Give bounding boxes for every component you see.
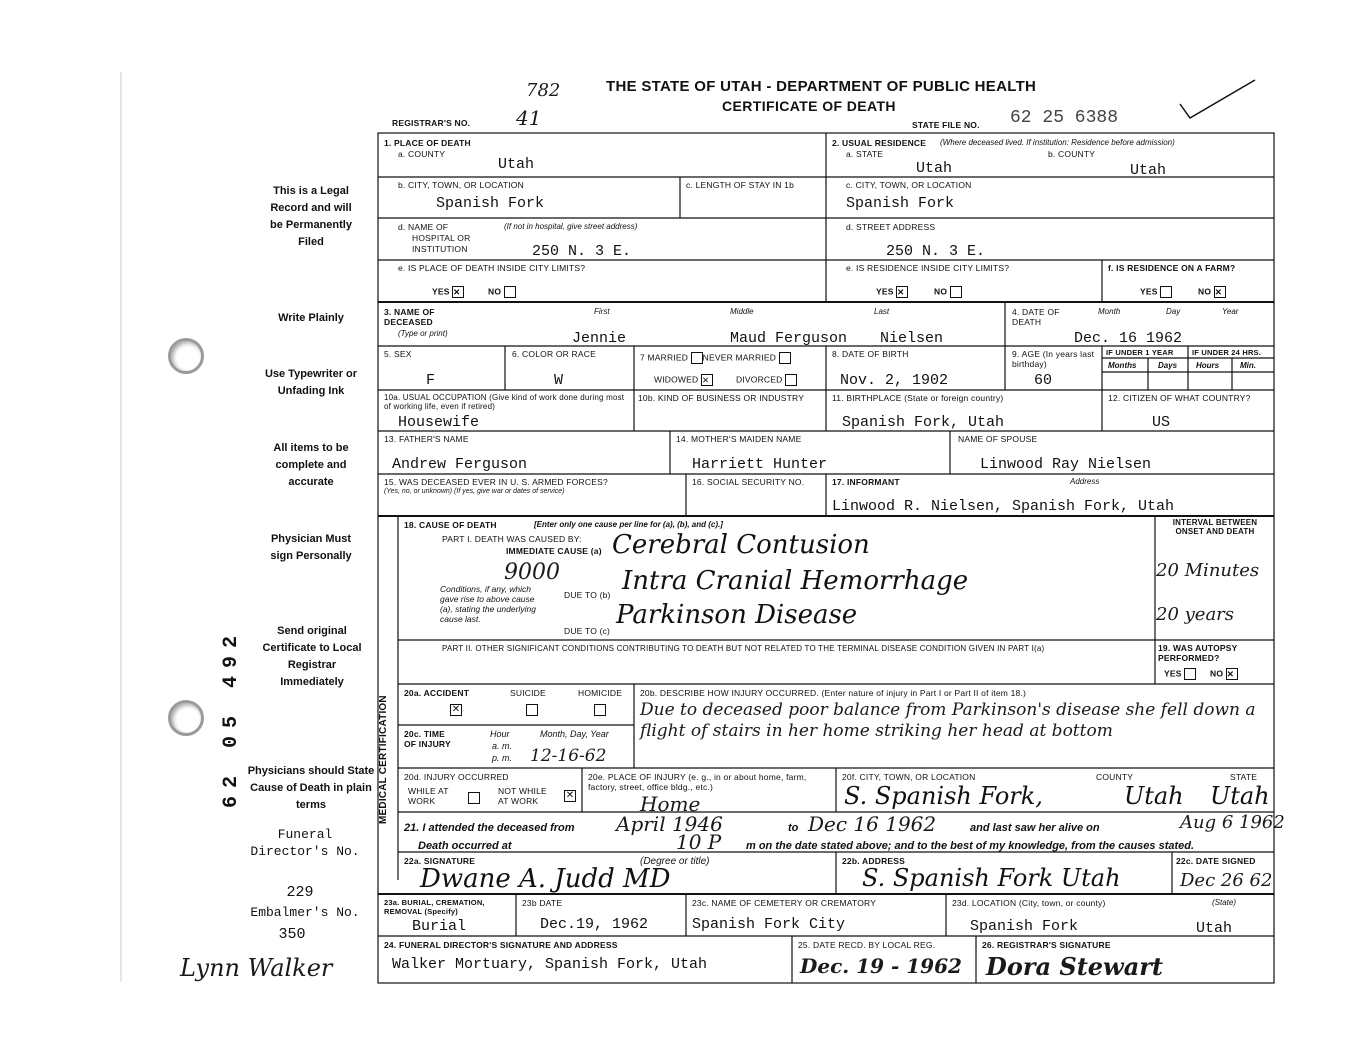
signature-label: 22a. SIGNATURE [404,856,476,866]
autopsy-yes [1164,668,1196,680]
cause-label: 18. CAUSE OF DEATH [404,520,497,530]
yes-checkbox[interactable] [1184,668,1196,680]
occurred-label: 20d. INJURY OCCURRED [404,772,509,782]
conditions-note: Conditions, if any, which gave rise to above cause (a), stating the underlying cause last. [440,584,536,624]
no-label: NO [1210,668,1224,679]
last-label: Last [874,307,890,316]
race-value: W [554,372,564,389]
degree-label: (Degree or title) [640,856,710,867]
place-city: Spanish Fork [436,195,545,212]
age-value: 60 [1034,372,1053,389]
place-injury: Home [640,792,701,816]
occurred-at-label: Death occurred at [418,840,512,852]
recd-date: Dec. 19 - 1962 [800,954,962,978]
farm-label: f. IS RESIDENCE ON A FARM? [1108,263,1236,273]
registrar-number-hand: 782 [526,80,561,101]
sidebar-legal: This is a Legal Record and will be Permanently Filed [270,185,352,248]
injury-city-label: 20f. CITY, TOWN, OR LOCATION [842,772,976,782]
under24-label: IF UNDER 24 HRS. [1192,348,1262,357]
middle-label: Middle [730,307,754,316]
sidebar-physician: Physician Must sign Personally [270,533,352,562]
sex-label: 5. SEX [384,349,412,359]
homicide-label: HOMICIDE [578,688,623,698]
type-note: (Type or print) [398,329,448,338]
sex-value: F [426,372,436,389]
married-checkbox[interactable] [691,352,703,364]
attended-to: Dec 16 1962 [808,812,937,836]
director-label: 24. FUNERAL DIRECTOR'S SIGNATURE AND ADDRESS [384,940,618,950]
not-while-label [498,786,558,806]
vertical-number: 62 05 492 [220,627,243,808]
name-label: 3. NAME OF DECEASED [384,307,435,327]
cemetery-label: 23c. NAME OF CEMETERY OR CREMATORY [692,898,877,908]
business-label: 10b. KIND OF BUSINESS OR INDUSTRY [638,393,805,403]
first-label: First [594,307,610,316]
place-inside-no [488,286,516,298]
spouse-label: NAME OF SPOUSE [958,434,1038,444]
first-name: Jennie [572,330,627,347]
physician-signature: Dwane A. Judd MD [420,864,671,894]
injury-state: Utah [1210,782,1270,810]
informant-label: 17. INFORMANT [832,477,900,487]
immediate-label: IMMEDIATE CAUSE (a) [506,546,602,556]
hospital-label-3: INSTITUTION [412,244,468,254]
res-county-label: b. COUNTY [1048,149,1096,159]
hospital-label: d. NAME OF [398,222,449,232]
informant: Linwood R. Nielsen, Spanish Fork, Utah [832,498,1175,515]
not-while-checkbox[interactable]: ✕ [565,790,575,801]
cause-c: Parkinson Disease [616,600,858,630]
hospital-note: (If not in hospital, give street address) [504,222,638,231]
birth-label: 8. DATE OF BIRTH [832,349,909,359]
not-while-text: NOT WHILE AT WORK [498,786,547,806]
min-label: Min. [1240,361,1256,370]
no-checkbox[interactable]: ✕ [1226,668,1238,680]
widowed-checkbox[interactable]: ✕ [701,374,713,386]
funeral-number: 229 [286,884,314,901]
cause-note: [Enter only one cause per line for (a), (b), and (c).] [534,520,723,529]
widowed-text: WIDOWED [654,374,699,385]
registrar-signature: Dora Stewart [986,952,1163,981]
last-name: Nielsen [880,330,944,347]
sidebar-items: All items to be complete and accurate [273,442,349,488]
while-work-label [408,786,464,806]
no-label: NO [488,286,502,297]
age-label: 9. AGE (In years last birthday) [1012,349,1095,369]
race-label: 6. COLOR OR RACE [512,349,596,359]
birth-date: Nov. 2, 1902 [840,372,949,389]
res-city-label: c. CITY, TOWN, OR LOCATION [846,180,972,190]
medical-certification-label: MEDICAL CERTIFICATION [378,695,389,825]
location-state-label: (State) [1212,898,1237,907]
hour-label: Hour [490,729,510,739]
while-work-text: WHILE AT WORK [408,786,449,806]
am-label: a. m. [492,741,513,751]
funeral-label: Funeral Director's No. [250,827,360,859]
embalmer-label: Embalmer's No. [250,905,360,920]
physician-address: S. Spanish Fork Utah [862,864,1121,892]
while-work-checkbox[interactable] [468,792,480,804]
res-inside-no [934,286,962,298]
no-checkbox[interactable]: ✕ [1214,286,1226,298]
due-b-label: DUE TO (b) [564,590,611,600]
hours-label: Hours [1196,361,1220,370]
residence-label: 2. USUAL RESIDENCE [832,138,927,148]
mother-label: 14. MOTHER'S MAIDEN NAME [676,434,802,444]
place-injury-label: 20e. PLACE OF INJURY (e. g., in or about home, farm, factory, street, office bldg., etc.) [588,772,807,792]
res-state: Utah [916,160,953,177]
stay-label: c. LENGTH OF STAY IN 1b [686,180,795,190]
place-inside-yes [432,286,464,298]
pm-label: p. m. [492,753,513,763]
citizen: US [1152,414,1171,431]
injury-city: S. Spanish Fork, [844,782,1043,810]
res-state-label: a. STATE [846,149,884,159]
funeral-director: Walker Mortuary, Spanish Fork, Utah [392,956,708,973]
location-state: Utah [1196,920,1233,937]
describe-label: 20b. DESCRIBE HOW INJURY OCCURRED. (Enter nature of injury in Part I or Part II of item 18.) [640,688,1027,698]
months-label: Months [1108,361,1137,370]
yes-checkbox[interactable]: ✕ [452,286,464,298]
suicide-label: SUICIDE [510,688,546,698]
injury-date: 12-16-62 [530,746,607,766]
m-on-label: m on the date stated above; and to the best of my knowledge, from the causes stated. [746,840,1195,852]
cemetery: Spanish Fork City [692,916,846,933]
embalmer-number: 350 [278,926,306,943]
last-saw-label: and last saw her alive on [970,822,1100,834]
farm-yes [1140,286,1172,298]
cause-b: Intra Cranial Hemorrhage [622,566,969,596]
citizen-label: 12. CITIZEN OF WHAT COUNTRY? [1108,393,1251,403]
homicide-checkbox[interactable] [594,704,606,716]
divorced-text: DIVORCED [736,374,783,385]
burial-label: 23a. BURIAL, CREMATION, REMOVAL (Specify) [384,898,485,916]
attended-from: April 1946 [616,812,723,836]
sidebar-send: Send original Certificate to Local Registrar Immediately [262,625,362,688]
birthplace-label: 11. BIRTHPLACE (State or foreign country) [832,393,1004,403]
date-signed-label: 22c. DATE SIGNED [1176,856,1256,866]
death-hour: 10 P [676,830,722,854]
armed-note: (Yes, no, or unknown) (If yes, give war or dates of service) [384,488,565,495]
attended-label: 21. I attended the deceased from [404,822,575,834]
res-street: 250 N. 3 E. [886,243,986,260]
married-text: 7 MARRIED [640,352,689,363]
interval-a: 20 Minutes [1156,560,1260,581]
injury-description: Due to deceased poor balance from Parkinson's disease she fell down a flight of stairs in her home striking her head at bottom [640,700,1256,741]
to-label: to [788,822,799,834]
no-label: NO [1198,286,1212,297]
physician-address-label: 22b. ADDRESS [842,856,906,866]
autopsy-label: 19. WAS AUTOPSY PERFORMED? [1158,643,1238,663]
armed-label: 15. WAS DECEASED EVER IN U. S. ARMED FORCES? [384,477,608,487]
sidebar-plainly: Write Plainly [278,312,344,324]
accident-label: 20a. ACCIDENT [404,688,470,698]
married-label [640,352,791,364]
mdy-label: Month, Day, Year [540,729,609,739]
burial-date-label: 23b DATE [522,898,563,908]
cause-code: 9000 [504,560,560,585]
place-death-label: 1. PLACE OF DEATH [384,138,471,148]
mother-name: Harriett Hunter [692,456,828,473]
place-county: Utah [498,156,535,173]
part1-label: PART I. DEATH WAS CAUSED BY: [442,534,582,544]
location: Spanish Fork [970,918,1079,935]
last-saw-date: Aug 6 1962 [1180,812,1285,833]
res-city: Spanish Fork [846,195,955,212]
yes-label: YES [1140,286,1158,297]
widowed-label [654,374,797,386]
part2-label: PART II. OTHER SIGNIFICANT CONDITIONS CONTRIBUTING TO DEATH BUT NOT RELATED TO THE TERMINAL DISEASE CONDITION GIVEN IN PART I(a) [442,644,1045,653]
autopsy-no [1210,668,1238,680]
middle-name: Maud Ferguson [730,330,848,347]
registrar-label: REGISTRAR'S NO. [392,118,471,128]
interval-label: INTERVAL BETWEEN ONSET AND DEATH [1172,518,1258,536]
informant-address-label: Address [1070,477,1100,486]
accident-checkbox[interactable]: ✕ [451,704,461,715]
father-label: 13. FATHER'S NAME [384,434,469,444]
time-label: 20c. TIME OF INJURY [404,729,451,749]
location-label: 23d. LOCATION (City, town, or county) [952,898,1106,908]
day-label: Day [1166,307,1181,316]
divorced-checkbox[interactable] [785,374,797,386]
father-name: Andrew Ferguson [392,456,528,473]
occupation-label: 10a. USUAL OCCUPATION (Give kind of work done during most of working life, even if retired) [384,393,625,411]
spouse-name: Linwood Ray Nielsen [980,456,1152,473]
death-date: Dec. 16 1962 [1074,330,1183,347]
injury-state-label: STATE [1230,772,1258,782]
under1-label: IF UNDER 1 YEAR [1106,348,1174,357]
interval-c: 20 years [1156,604,1235,625]
suicide-checkbox[interactable] [526,704,538,716]
registrar-sig-label: 26. REGISTRAR'S SIGNATURE [982,940,1111,950]
res-inside-yes [876,286,908,298]
recd-label: 25. DATE RECD. BY LOCAL REG. [798,940,936,950]
place-county-label: a. COUNTY [398,149,446,159]
date-signed: Dec 26 62 [1180,870,1273,891]
farm-no [1198,286,1226,298]
birthplace: Spanish Fork, Utah [842,414,1005,431]
res-inside-label: e. IS RESIDENCE INSIDE CITY LIMITS? [846,263,1010,273]
state-file-number: 62 25 6388 [1010,108,1119,128]
no-checkbox[interactable] [504,286,516,298]
death-date-label: 4. DATE OF DEATH [1012,307,1060,327]
header-title: THE STATE OF UTAH - DEPARTMENT OF PUBLIC HEALTH [606,78,1037,95]
cause-a: Cerebral Contusion [612,530,870,560]
never-married-text: NEVER MARRIED [702,352,777,363]
res-county: Utah [1130,162,1167,179]
never-married-checkbox[interactable] [779,352,791,364]
residence-note: (Where deceased lived. If institution: Residence before admission) [940,138,1175,147]
due-c-label: DUE TO (c) [564,626,611,636]
hospital-name: 250 N. 3 E. [532,243,632,260]
days-label: Days [1158,361,1178,370]
place-inside-label: e. IS PLACE OF DEATH INSIDE CITY LIMITS? [398,263,586,273]
certificate-title: CERTIFICATE OF DEATH [722,98,896,114]
yes-label: YES [1164,668,1182,679]
burial-date: Dec.19, 1962 [540,916,649,933]
sidebar-typewriter: Use Typewriter or Unfading Ink [264,368,358,397]
yes-label: YES [432,286,450,297]
burial-value: Burial [412,918,467,935]
sidebar-physicians: Physicians should State Cause of Death in plain terms [247,765,375,811]
no-label: NO [934,286,948,297]
registrar-number: 41 [516,106,542,130]
no-checkbox[interactable] [950,286,962,298]
year-label: Year [1222,307,1239,316]
embalmer-signature: Lynn Walker [180,954,333,982]
month-label: Month [1098,307,1121,316]
hospital-label-2: HOSPITAL OR [412,233,471,243]
injury-county-label: COUNTY [1096,772,1134,782]
ssn-label: 16. SOCIAL SECURITY NO. [692,477,805,487]
yes-checkbox[interactable] [1160,286,1172,298]
res-street-label: d. STREET ADDRESS [846,222,936,232]
occupation: Housewife [398,414,480,431]
yes-label: YES [876,286,894,297]
place-city-label: b. CITY, TOWN, OR LOCATION [398,180,524,190]
yes-checkbox[interactable]: ✕ [896,286,908,298]
state-file-label: STATE FILE NO. [912,120,980,130]
injury-county: Utah [1124,782,1184,810]
